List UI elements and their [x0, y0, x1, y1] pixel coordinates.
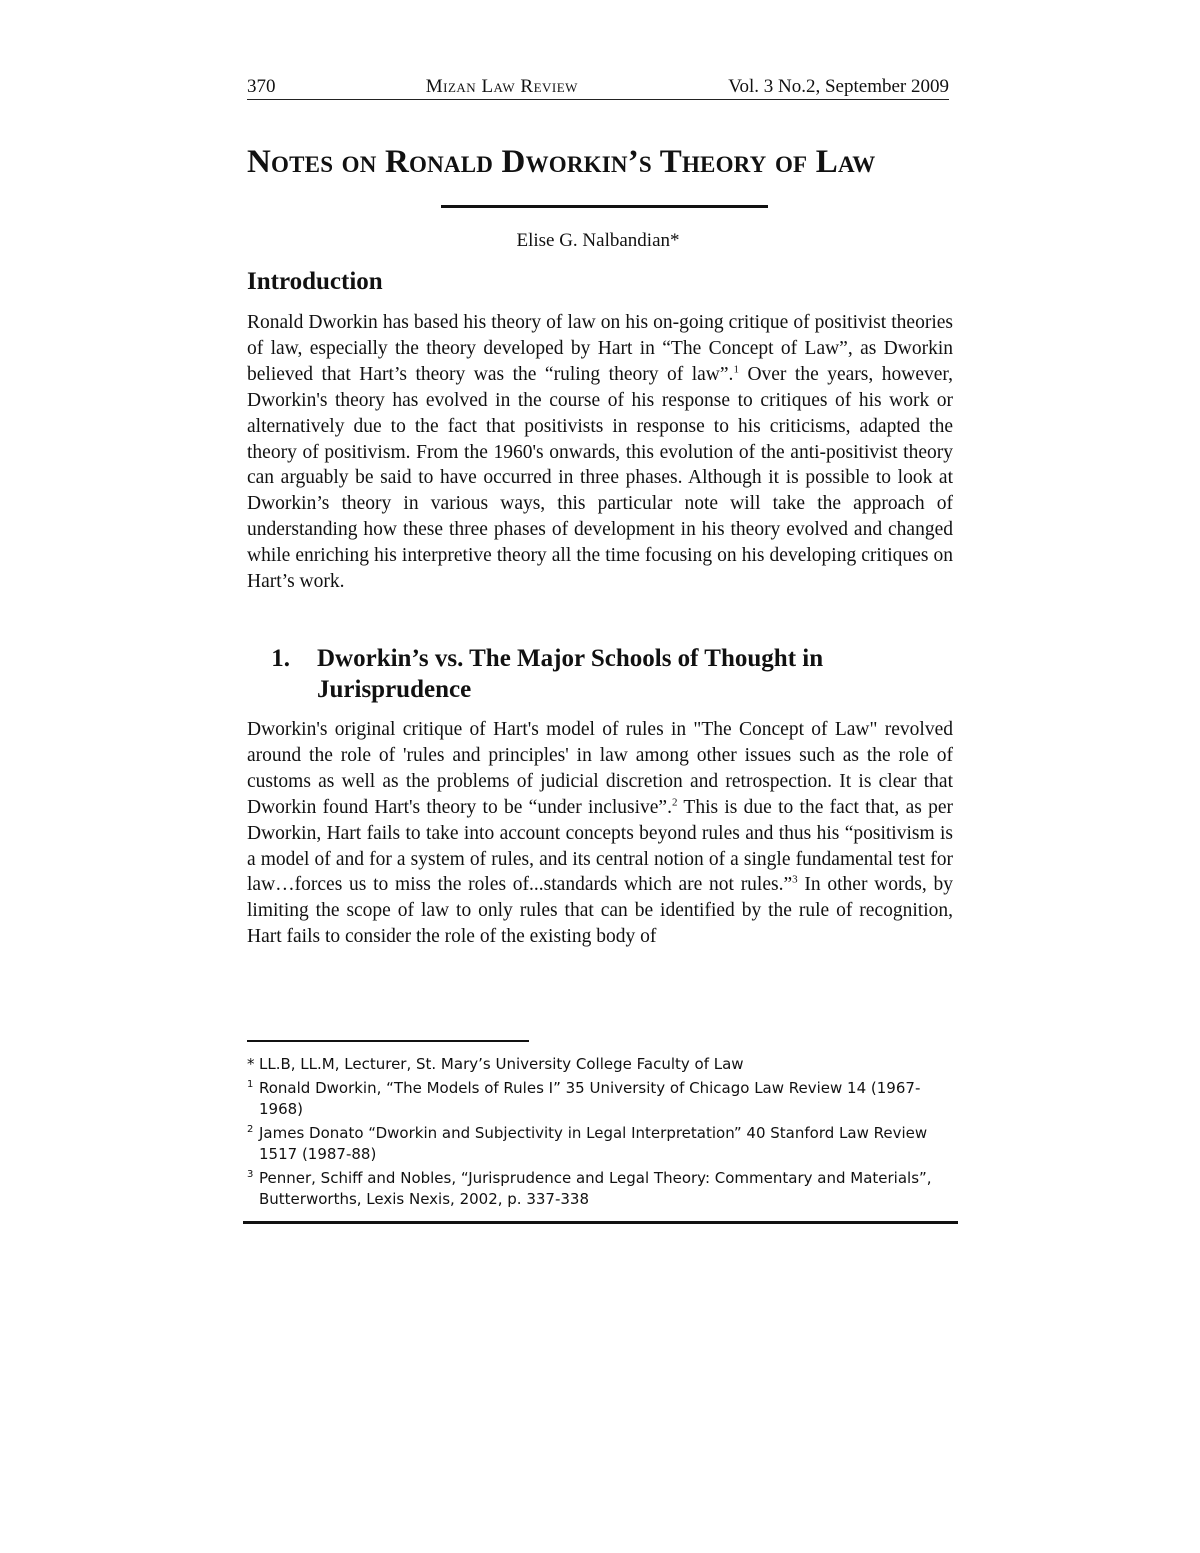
- journal-name: Mizan Law Review: [425, 76, 578, 97]
- footnote-mark: *: [247, 1055, 255, 1073]
- footnote-mark: [247, 1078, 259, 1099]
- volume-info: Vol. 3 No.2, September 2009: [728, 76, 949, 97]
- introduction-paragraph: [247, 310, 953, 595]
- footnote-text: James Donato “Dworkin and Subjectivity in Legal Interpretation” 40 Stanford Law Review 1517 (1987-88): [259, 1124, 928, 1163]
- introduction-heading: Introduction: [247, 268, 383, 295]
- footnote-3: [247, 1168, 947, 1210]
- footnote-separator: [247, 1040, 529, 1042]
- footnote-author: [247, 1054, 947, 1075]
- footnote-text: Ronald Dworkin, “The Models of Rules I” 35 University of Chicago Law Review 14 (1967-1968): [259, 1079, 921, 1118]
- footnote-mark-number: 3: [247, 1169, 254, 1180]
- footnote-mark: [247, 1168, 259, 1189]
- footnote-mark: [247, 1123, 259, 1144]
- title-divider: [441, 205, 768, 208]
- footnote-text: LL.B, LL.M, Lecturer, St. Mary’s University College Faculty of Law: [259, 1055, 744, 1073]
- author-name: Elise G. Nalbandian*: [516, 230, 680, 251]
- footnote-mark-number: 1: [247, 1079, 254, 1090]
- bottom-divider: [243, 1221, 958, 1224]
- footnote-text: Penner, Schiff and Nobles, “Jurisprudence and Legal Theory: Commentary and Materials”, Butterworths, Lexis Nexis, 2002, p. 337-338: [259, 1169, 932, 1208]
- intro-text-a: Ronald Dworkin has based his theory of law on his on-going critique of positivist theories of law, especially the theory developed by Hart in “The Concept of Law”, as Dworkin believed that Hart’s theory was the “ruling theory of law”.: [247, 312, 953, 385]
- section-text-b: This is due to the fact that, as per Dworkin, Hart fails to take into account concepts beyond rules and thus his “positivism is a model of and for a system of rules, and its central notion of a single fundamental test for law…forces us to miss the roles of...standards which are not rules.”: [247, 796, 953, 896]
- section-1-paragraph: [247, 717, 953, 950]
- footnote-mark-number: 2: [247, 1124, 254, 1135]
- footnote-2: [247, 1123, 947, 1165]
- section-text-c: In other words, by limiting the scope of law to only rules that can be identified by the rule of recognition, Hart fails to consider the role of the existing body of: [247, 874, 953, 948]
- section-text-a: Dworkin's original critique of Hart's model of rules in "The Concept of Law" revolved around the role of 'rules and principles' in law among other issues such as the role of customs as well as the problems of judicial discretion and retrospection. It is clear that Dworkin found Hart's theory to be “under inclusive”.: [247, 719, 953, 818]
- footnotes: [247, 1054, 947, 1213]
- footnote-ref-3[interactable]: 3: [792, 873, 798, 886]
- footnote-ref-2[interactable]: 2: [671, 796, 678, 809]
- section-title: Dworkin’s vs. The Major Schools of Thought in Jurisprudence: [317, 645, 824, 703]
- footnote-1: [247, 1078, 947, 1120]
- intro-text-b: Over the years, however, Dworkin's theory has evolved in the course of his response to critiques of his work or alternatively due to the fact that positivists in response to his criticisms, adapted the theory of positivism. From the 1960's onwards, this evolution of the anti-positivist theory can arguably be said to have occurred in three phases. Although it is possible to look at Dworkin’s theory in various ways, this particular note will take the approach of understanding how these three phases of development in his theory evolved and changed while enriching his interpretive theory all the time focusing on his developing critiques on Hart’s work.: [247, 363, 954, 593]
- section-number: 1.: [271, 645, 290, 672]
- page-number: 370: [247, 76, 276, 97]
- footnote-ref-1[interactable]: 1: [733, 363, 739, 376]
- section-1-heading: [247, 643, 927, 705]
- running-header: [247, 76, 949, 100]
- article-title: Notes on Ronald Dworkin’s Theory of Law: [247, 144, 876, 180]
